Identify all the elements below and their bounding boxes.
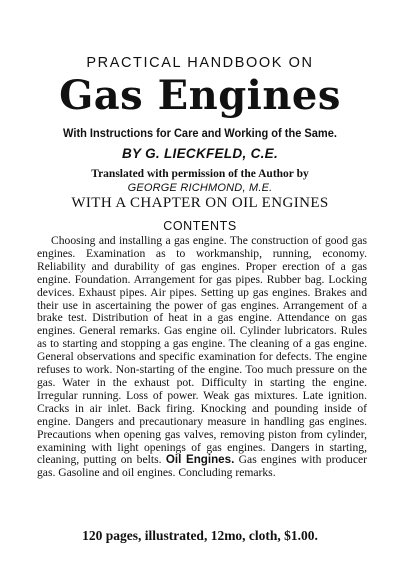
book-title: Gas Engines (59, 72, 341, 119)
contents-text-part2: Gas engines with producer gas. Gasoline and oil engines. Concluding remarks. (37, 453, 367, 480)
practical-handbook-label: PRACTICAL HANDBOOK ON (86, 55, 314, 71)
translator-name: GEORGE RICHMOND, M.E. (127, 182, 273, 194)
contents-paragraph (37, 235, 367, 480)
chapter-note: WITH A CHAPTER ON OIL ENGINES (71, 195, 329, 211)
author-line: BY G. LIECKFELD, C.E. (121, 146, 279, 161)
contents-heading: CONTENTS (163, 219, 237, 233)
oil-engines-heading: Oil Engines. (165, 453, 235, 467)
translation-note: Translated with permission of the Author by (91, 168, 309, 180)
price-line: 120 pages, illustrated, 12mo, cloth, $1.00. (82, 528, 318, 543)
book-subtitle: With Instructions for Care and Working of the Same. (63, 126, 337, 140)
contents-text-part1: Choosing and installing a gas engine. The construction of good gas engines. Examination as to workmanship, running, economy. Reliability and durability of gas engines. Proper erection of a gas engine. Foundation. Arrangement for gas pipes. Rubber bag. Locking devices. Exhaust pipes. Air pipes. Setting up gas engines. Brakes and their use in ascertaining the power of gas engines. Arrangement of a brake test. Distribution of heat in a gas engine. Attendance on gas engines. General remarks. Gas engine oil. Cylinder lubricators. Rules as to starting and stopping a gas engine. The cleaning of a gas engine. General observations and specific examination for defects. The engine refuses to work. Non-starting of the engine. Too much pressure on the gas. Water in the exhaust pot. Difficulty in starting the engine. Irregular running. Loss of power. Weak gas mixtures. Late ignition. Cracks in air inlet. Back firing. Knocking and pounding inside of engine. Dangers and precautionary measure in handling gas engines. Precautions when opening gas valves, removing piston from cylinder, examining with light openings of gas engines. Dangers in starting, cleaning, putting on belts. (37, 234, 367, 467)
